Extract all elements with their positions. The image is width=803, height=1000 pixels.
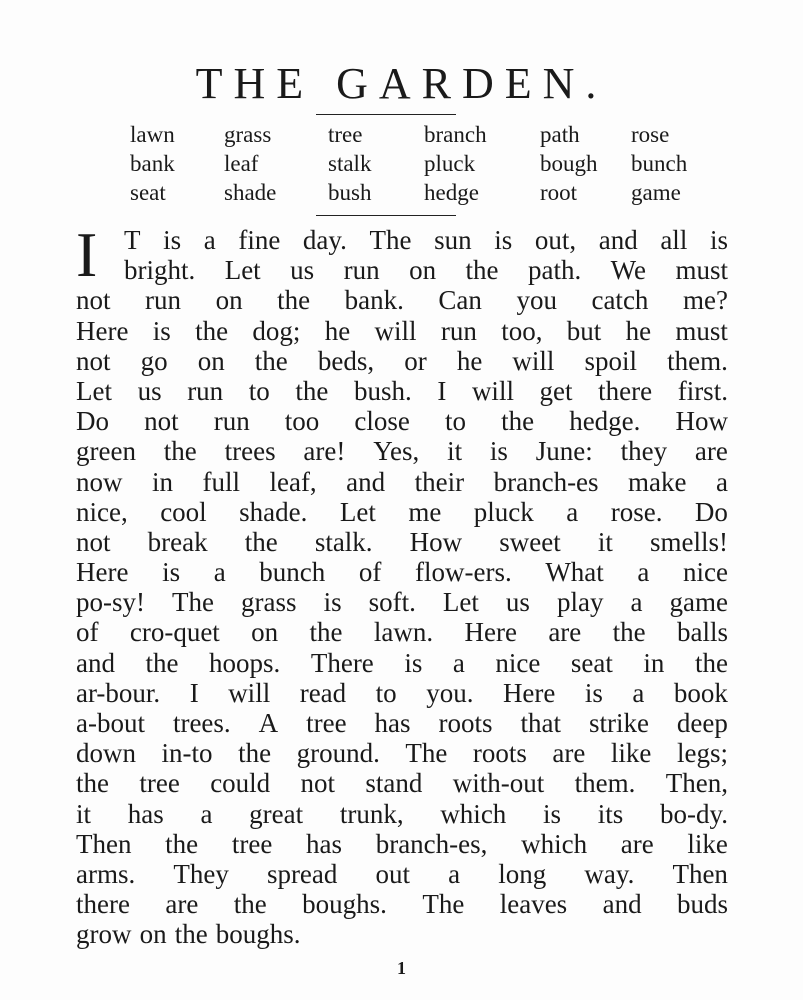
word: of <box>358 557 382 588</box>
word: The <box>172 587 215 618</box>
word: is <box>494 225 513 255</box>
word: on <box>139 919 167 950</box>
word: Here <box>464 617 517 648</box>
word: us <box>505 587 530 618</box>
text-line <box>76 617 728 647</box>
word: stalk. <box>314 526 373 557</box>
vocab-word: tree <box>328 122 363 147</box>
word: like <box>610 738 652 769</box>
word: arms. <box>76 858 136 889</box>
text-line <box>76 527 728 557</box>
text-line <box>76 708 728 738</box>
word: on <box>197 345 225 376</box>
vocab-word: pluck <box>424 151 476 176</box>
word: the <box>309 617 343 648</box>
word: Here <box>76 557 129 588</box>
word: to <box>248 375 270 406</box>
word: he <box>625 315 652 346</box>
vocab-word: rose <box>631 122 670 147</box>
word: soft. <box>368 587 416 618</box>
word: the <box>165 828 199 859</box>
text-line <box>76 889 728 919</box>
word: lawn. <box>373 617 434 648</box>
word: a <box>448 858 461 889</box>
word: its <box>597 798 624 829</box>
word: to <box>375 677 397 708</box>
page-number: 1 <box>397 958 406 978</box>
word: the <box>238 738 272 769</box>
word: spoil <box>584 345 638 376</box>
word: trees. <box>172 708 231 738</box>
text-line <box>76 346 728 376</box>
word: trees <box>224 436 276 467</box>
word: is <box>404 647 423 678</box>
word: read <box>299 677 347 708</box>
word: book <box>673 677 728 708</box>
word: that <box>520 708 561 738</box>
word: leaves <box>499 889 568 920</box>
word: Here <box>76 315 129 346</box>
word: go <box>140 345 168 376</box>
word: are <box>552 738 586 769</box>
vocab-word: branch <box>424 122 487 147</box>
word: a <box>452 647 465 678</box>
word: boughs. <box>215 919 301 950</box>
word: down <box>76 738 136 769</box>
text-line <box>76 799 728 829</box>
word: will <box>374 315 417 346</box>
word: play <box>556 587 604 618</box>
word: sun <box>434 225 472 255</box>
word: a <box>716 466 728 497</box>
word: run <box>440 315 477 346</box>
word: balls <box>677 617 728 648</box>
vocab-word: root <box>540 180 578 205</box>
word: leaf, <box>269 466 317 497</box>
word: Let <box>339 496 376 527</box>
word: roots <box>438 708 493 738</box>
word: is <box>489 436 508 467</box>
word: not <box>76 285 111 316</box>
word: make <box>628 466 687 497</box>
word: run <box>187 375 224 406</box>
word: or <box>404 345 427 376</box>
word: is <box>163 225 182 255</box>
word: all <box>660 225 688 255</box>
word: dog; <box>252 315 301 346</box>
word: it <box>76 798 92 829</box>
word: the <box>612 617 646 648</box>
word: must <box>675 315 728 346</box>
word: tree <box>139 768 180 799</box>
word: The <box>422 889 465 920</box>
word: the <box>694 647 728 678</box>
word: has <box>127 798 164 829</box>
word: are <box>620 828 654 859</box>
word: but <box>566 315 602 346</box>
word: close <box>354 406 410 437</box>
word: and <box>598 225 638 255</box>
word: cool <box>160 496 207 527</box>
word: their <box>414 466 465 497</box>
word: green <box>76 436 136 467</box>
top-rule <box>316 114 456 115</box>
reading-passage <box>76 219 728 950</box>
bottom-rule <box>316 215 456 216</box>
word: We <box>610 255 646 286</box>
word: you. <box>426 677 474 708</box>
text-line <box>76 738 728 768</box>
word: A <box>258 708 279 738</box>
word: Then <box>76 828 132 859</box>
word: grow <box>76 919 132 950</box>
word: spread <box>266 858 338 889</box>
word: not <box>300 768 336 799</box>
word: me <box>408 496 442 527</box>
word: it <box>447 436 463 467</box>
word: strike <box>588 708 649 738</box>
word: now <box>76 466 123 497</box>
word: seat <box>570 647 613 678</box>
word: hedge. <box>569 406 641 437</box>
word: run <box>213 406 250 437</box>
word: They <box>173 858 229 889</box>
word: I <box>189 677 199 708</box>
word: flow-ers. <box>415 557 512 588</box>
vocab-word: grass <box>224 122 272 147</box>
word: to <box>444 406 466 437</box>
word: there <box>76 889 130 920</box>
word: smells! <box>650 526 728 557</box>
text-line <box>76 285 728 315</box>
word: is <box>152 315 171 346</box>
vocab-word: bunch <box>631 151 688 176</box>
word: break <box>147 526 208 557</box>
vocab-word: lawn <box>130 122 175 147</box>
word: run <box>343 255 380 286</box>
word: a <box>632 677 645 708</box>
text-line <box>76 255 728 285</box>
word: the <box>195 315 229 346</box>
word: Let <box>224 255 261 286</box>
word: bunch <box>259 557 326 588</box>
word: branch-es, <box>375 828 488 859</box>
word: are <box>694 436 728 467</box>
word: the <box>233 889 267 920</box>
word: cro-quet <box>129 617 220 648</box>
word: run <box>145 285 182 316</box>
word: the <box>295 375 329 406</box>
word: a <box>566 496 579 527</box>
word: us <box>137 375 162 406</box>
word: nice <box>683 557 728 588</box>
word: has <box>306 828 343 859</box>
text-line <box>76 557 728 587</box>
text-line <box>76 436 728 466</box>
word: catch <box>591 285 649 316</box>
vocab-word: bush <box>328 180 372 205</box>
word: the <box>145 647 179 678</box>
word: are! <box>303 436 346 467</box>
vocab-word: path <box>540 122 580 147</box>
word: is <box>323 587 342 618</box>
word: out <box>375 858 411 889</box>
word: Do <box>694 496 728 527</box>
word: on <box>409 255 437 286</box>
word: pluck <box>473 496 534 527</box>
word: Then <box>672 858 728 889</box>
word: Let <box>76 375 112 406</box>
word: which <box>440 798 507 829</box>
word: way. <box>584 858 635 889</box>
word: the <box>277 285 311 316</box>
word: Here <box>502 677 556 708</box>
word: which <box>521 828 588 859</box>
word: fine <box>238 225 281 255</box>
text-line <box>76 678 728 708</box>
text-line <box>76 467 728 497</box>
word: a <box>200 798 213 829</box>
vocab-word: bank <box>130 151 175 176</box>
word: not <box>76 345 111 376</box>
word: must <box>675 255 728 286</box>
word: bright. <box>124 255 196 286</box>
vocab-word: shade <box>224 180 277 205</box>
vocab-word: seat <box>130 180 166 205</box>
text-line <box>76 225 728 255</box>
word: too <box>284 406 320 437</box>
word: on <box>215 285 243 316</box>
word: is <box>709 225 728 255</box>
word: What <box>545 557 604 588</box>
word: rose. <box>610 496 663 527</box>
word: in <box>151 466 173 497</box>
word: in-to <box>161 738 213 769</box>
word: first. <box>677 375 728 406</box>
word: full <box>202 466 240 497</box>
word: in <box>643 647 665 678</box>
word: I <box>437 375 447 406</box>
word: not <box>76 526 111 557</box>
word: The <box>369 225 412 255</box>
word: grass <box>241 587 297 618</box>
word: shade. <box>239 496 308 527</box>
word: tree <box>231 828 273 859</box>
word: me? <box>682 285 728 316</box>
word: a <box>630 587 643 618</box>
word: and <box>346 466 386 497</box>
vocabulary-list <box>130 120 711 207</box>
page-title: THE GARDEN. <box>195 59 608 108</box>
text-line <box>76 406 728 436</box>
word: them. <box>667 345 728 376</box>
word: The <box>405 738 448 769</box>
text-line <box>76 919 728 949</box>
text-line <box>76 768 728 798</box>
word: How <box>675 406 728 437</box>
word: Let <box>442 587 479 618</box>
word: boughs. <box>302 889 387 920</box>
word: roots <box>472 738 527 769</box>
word: beds, <box>317 345 375 376</box>
word: is <box>584 677 603 708</box>
word: Then, <box>665 768 728 799</box>
word: Do <box>76 406 109 437</box>
word: legs; <box>676 738 728 769</box>
word: There <box>310 647 374 678</box>
word: bo-dy. <box>659 798 728 829</box>
word: How <box>409 526 463 557</box>
word: on <box>251 617 279 648</box>
word: day. <box>302 225 347 255</box>
word: the <box>174 919 208 950</box>
word: he <box>456 345 483 376</box>
vocab-word: stalk <box>328 151 372 176</box>
word: po-sy! <box>76 587 145 618</box>
word: us <box>290 255 315 286</box>
text-line <box>76 316 728 346</box>
word: ar-bour. <box>76 677 161 708</box>
word: like <box>687 828 728 859</box>
word: out, <box>534 225 577 255</box>
word: he <box>324 315 351 346</box>
text-line <box>76 376 728 406</box>
word: a <box>203 225 216 255</box>
vocab-word: hedge <box>424 180 479 205</box>
word: a <box>213 557 226 588</box>
word: and <box>76 647 115 678</box>
word: the <box>244 526 278 557</box>
word: they <box>620 436 668 467</box>
word: great <box>249 798 304 829</box>
word: are <box>548 617 582 648</box>
word: with-out <box>452 768 545 799</box>
word: nice, <box>76 496 128 527</box>
text-line <box>76 859 728 889</box>
text-line <box>76 829 728 859</box>
word: game <box>669 587 728 618</box>
word: a-bout <box>76 708 145 738</box>
word: deep <box>676 708 728 738</box>
word: the <box>501 406 535 437</box>
word: nice <box>495 647 541 678</box>
word: buds <box>676 889 728 920</box>
word: sweet <box>499 526 561 557</box>
word: bush. <box>353 375 412 406</box>
word: T <box>124 225 141 255</box>
word: the <box>76 768 109 799</box>
word: could <box>210 768 271 799</box>
word: bank. <box>344 285 404 316</box>
word: tree <box>306 708 347 738</box>
word: you <box>516 285 557 316</box>
word: of <box>76 617 99 648</box>
word: them. <box>574 768 636 799</box>
vocab-word: game <box>631 180 681 205</box>
word: get <box>539 375 573 406</box>
text-line <box>76 497 728 527</box>
word: the <box>254 345 288 376</box>
word: will <box>471 375 514 406</box>
vocab-word: leaf <box>224 151 259 176</box>
word: hoops. <box>209 647 281 678</box>
word: stand <box>365 768 423 799</box>
text-line <box>76 587 728 617</box>
word: Yes, <box>373 436 420 467</box>
word: is <box>162 557 181 588</box>
word: trunk, <box>339 798 404 829</box>
word: the <box>163 436 197 467</box>
word: branch-es <box>493 466 599 497</box>
word: too, <box>501 315 543 346</box>
word: will <box>228 677 271 708</box>
word: not <box>144 406 179 437</box>
vocab-word: bough <box>540 151 598 176</box>
word: will <box>512 345 555 376</box>
drop-cap: I <box>76 219 98 290</box>
word: ground. <box>296 738 380 769</box>
word: has <box>374 708 411 738</box>
word: and <box>602 889 642 920</box>
text-line <box>76 648 728 678</box>
word: Can <box>438 285 482 316</box>
word: it <box>597 526 613 557</box>
word: is <box>543 798 562 829</box>
word: long <box>498 858 547 889</box>
word: are <box>165 889 199 920</box>
word: a <box>637 557 650 588</box>
word: there <box>598 375 653 406</box>
word: the <box>465 255 499 286</box>
word: path. <box>527 255 582 286</box>
word: June: <box>535 436 593 467</box>
